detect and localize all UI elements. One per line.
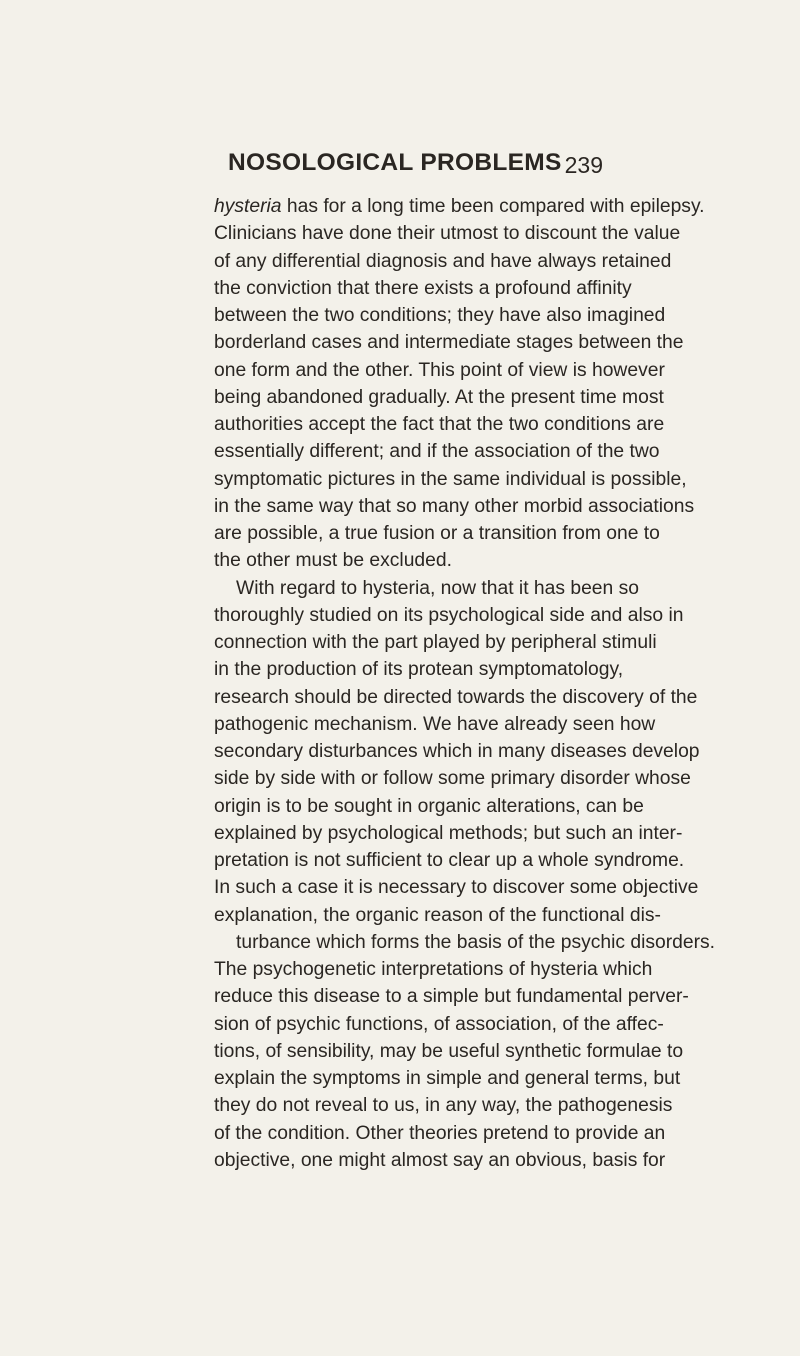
body-text: [214, 193, 716, 1174]
text-line: sion of psychic functions, of association, of the affec-: [214, 1013, 664, 1035]
text-line: pretation is not sufficient to clear up a whole syndrome.: [214, 850, 685, 871]
running-head: NOSOLOGICAL PROBLEMS: [228, 149, 562, 176]
text-line: authorities accept the fact that the two conditions are: [214, 414, 665, 435]
text-line: connection with the part played by peripheral stimuli: [214, 632, 657, 653]
text-line: of the condition. Other theories pretend to provide an: [214, 1122, 666, 1144]
text-line: research should be directed towards the discovery of the: [214, 686, 698, 708]
text-line: one form and the other. This point of view is however: [214, 359, 665, 381]
text-line: In such a case it is necessary to discover some objective: [214, 877, 699, 899]
text-line: explain the symptoms in simple and general terms, but: [214, 1068, 681, 1089]
text-line: Clinicians have done their utmost to discount the value: [214, 223, 681, 245]
text-line: The psychogenetic interpretations of hysteria which: [214, 959, 653, 980]
text-line: pathogenic mechanism. We have already seen how: [214, 713, 656, 735]
page-header: [228, 148, 603, 182]
text-line: symptomatic pictures in the same individual is possible,: [214, 468, 687, 490]
text-line: origin is to be sought in organic alterations, can be: [214, 795, 644, 817]
text-line: explained by psychological methods; but such an inter-: [214, 822, 683, 844]
text-line: tions, of sensibility, may be useful synthetic formulae to: [214, 1040, 684, 1062]
text-line: in the same way that so many other morbid associations: [214, 495, 695, 517]
text-line: they do not reveal to us, in any way, the pathogenesis: [214, 1095, 673, 1117]
text-line: in the production of its protean symptomatology,: [214, 659, 624, 681]
text-line: [214, 193, 705, 220]
text-line: being abandoned gradually. At the present time most: [214, 386, 664, 408]
text-line: the other must be excluded.: [214, 550, 452, 572]
text-line: between the two conditions; they have also imagined: [214, 305, 666, 326]
text-line: turbance which forms the basis of the psychic disorders.: [236, 931, 716, 953]
text-line: are possible, a true fusion or a transition from one to: [214, 523, 660, 544]
italic-term: hysteria: [214, 196, 282, 217]
text-fragment: has for a long time been compared with epilepsy.: [281, 196, 705, 217]
text-line: With regard to hysteria, now that it has been so: [236, 577, 639, 599]
page-number: 239: [564, 152, 603, 178]
text-line: reduce this disease to a simple but fundamental perver-: [214, 986, 689, 1008]
text-line: secondary disturbances which in many diseases develop: [214, 741, 700, 762]
text-line: explanation, the organic reason of the functional dis-: [214, 904, 661, 926]
text-line: essentially different; and if the association of the two: [214, 441, 660, 463]
text-line: the conviction that there exists a profound affinity: [214, 277, 632, 299]
text-line: objective, one might almost say an obvious, basis for: [214, 1149, 666, 1171]
text-line: of any differential diagnosis and have always retained: [214, 250, 672, 272]
text-line: thoroughly studied on its psychological side and also in: [214, 604, 684, 626]
text-line: borderland cases and intermediate stages between the: [214, 332, 684, 354]
text-line: side by side with or follow some primary disorder whose: [214, 768, 691, 790]
